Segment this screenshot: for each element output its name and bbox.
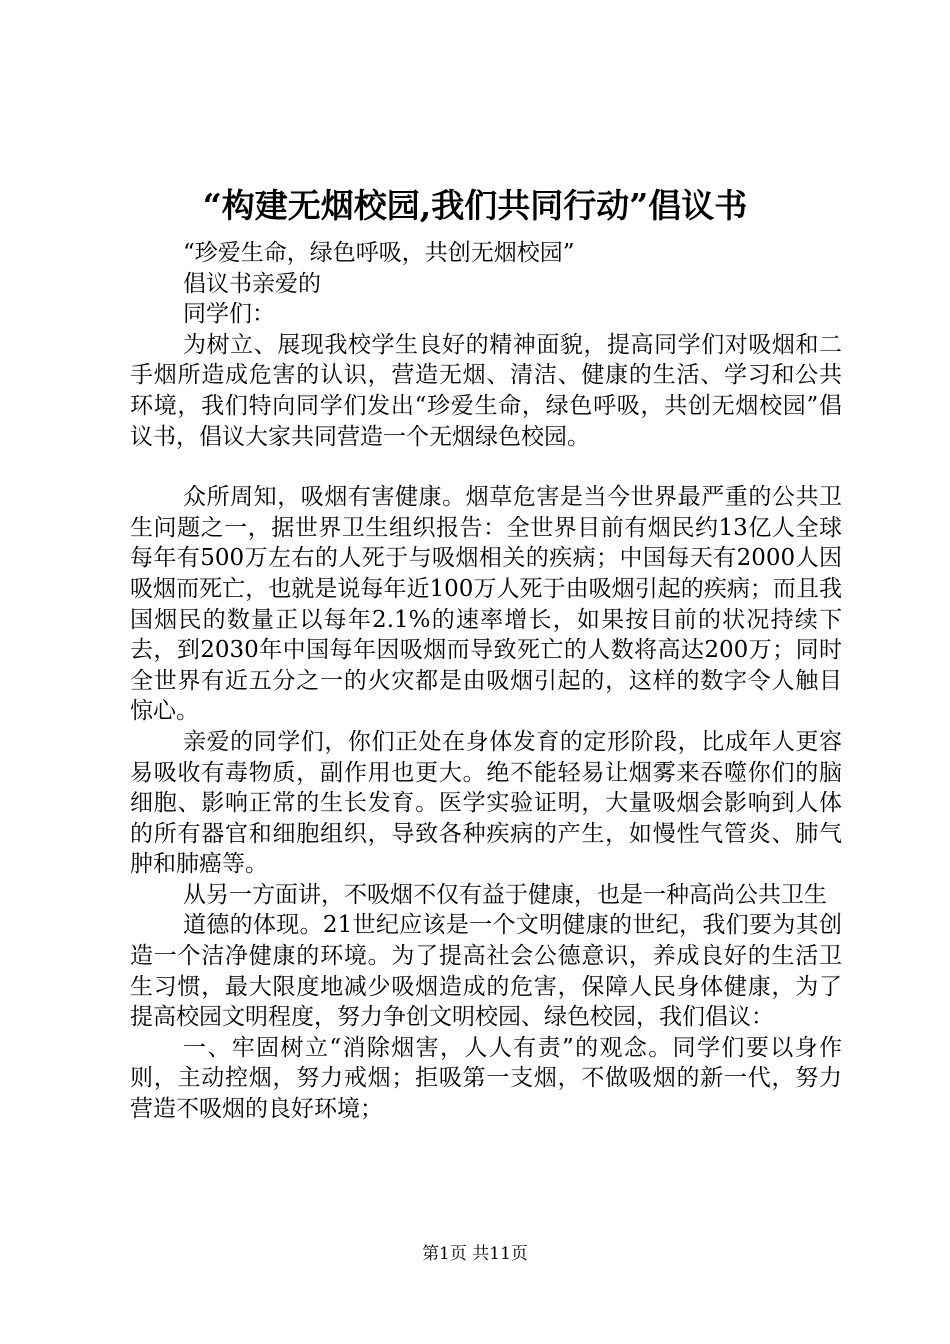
paragraph-intro: 为树立、展现我校学生良好的精神面貌，提高同学们对吸烟和二手烟所造成危害的认识，营造无烟、清洁、健康的生活、学习和公共环境，我们特向同学们发出“珍爱生命，绿色呼吸，共创无烟校园”倡议书，倡议大家共同营造一个无烟绿色校园。: [130, 331, 842, 450]
paragraph-another-aspect: 从另一方面讲，不吸烟不仅有益于健康，也是一种高尚公共卫生: [183, 881, 827, 908]
paragraph-proposal-1: 一、牢固树立“消除烟害，人人有责”的观念。同学们要以身作则，主动控烟，努力戒烟；拒吸第一支烟，不做吸烟的新一代，努力营造不吸烟的良好环境；: [130, 1034, 842, 1123]
paragraph-morality: 道德的体现。21世纪应该是一个文明健康的世纪，我们要为其创造一个洁净健康的环境。为了提高社会公德意识，养成良好的生活卫生习惯，最大限度地减少吸烟造成的危害，保障人民身体健康，为了提高校园文明程度，努力争创文明校园、绿色校园，我们倡议：: [130, 912, 842, 1031]
paragraph-harm: 众所周知，吸烟有害健康。烟草危害是当今世界最严重的公共卫生问题之一，据世界卫生组织报告：全世界目前有烟民约13亿人全球每年有500万左右的人死于与吸烟相关的疾病；中国每天有2000人因吸烟而死亡，也就是说每年近100万人死于由吸烟引起的疾病；而且我国烟民的数量正以每年2.1%的速率增长，如果按目前的状况持续下去，到2030年中国每年因吸烟而导致死亡的人数将高达200万；同时全世界有近五分之一的火灾都是由吸烟引起的，这样的数字令人触目惊心。: [130, 484, 842, 725]
document-body: [130, 238, 842, 1125]
salutation-line-1: 倡议书亲爱的: [183, 270, 321, 297]
slogan: “珍爱生命，绿色呼吸，共创无烟校园”: [183, 240, 575, 266]
paragraph-students: 亲爱的同学们，你们正处在身体发育的定形阶段，比成年人更容易吸收有毒物质，副作用也更大。绝不能轻易让烟雾来吞噬你们的脑细胞、影响正常的生长发育。医学实验证明，大量吸烟会影响到人体的所有器官和细胞组织，导致各种疾病的产生，如慢性气管炎、肺气肿和肺癌等。: [130, 728, 842, 878]
paragraph-gap: [130, 452, 842, 482]
salutation-line-2: 同学们：: [183, 301, 275, 328]
page-footer: 第1页 共11页: [422, 1244, 528, 1264]
document-title: “构建无烟校园,我们共同行动”倡议书: [202, 186, 748, 225]
